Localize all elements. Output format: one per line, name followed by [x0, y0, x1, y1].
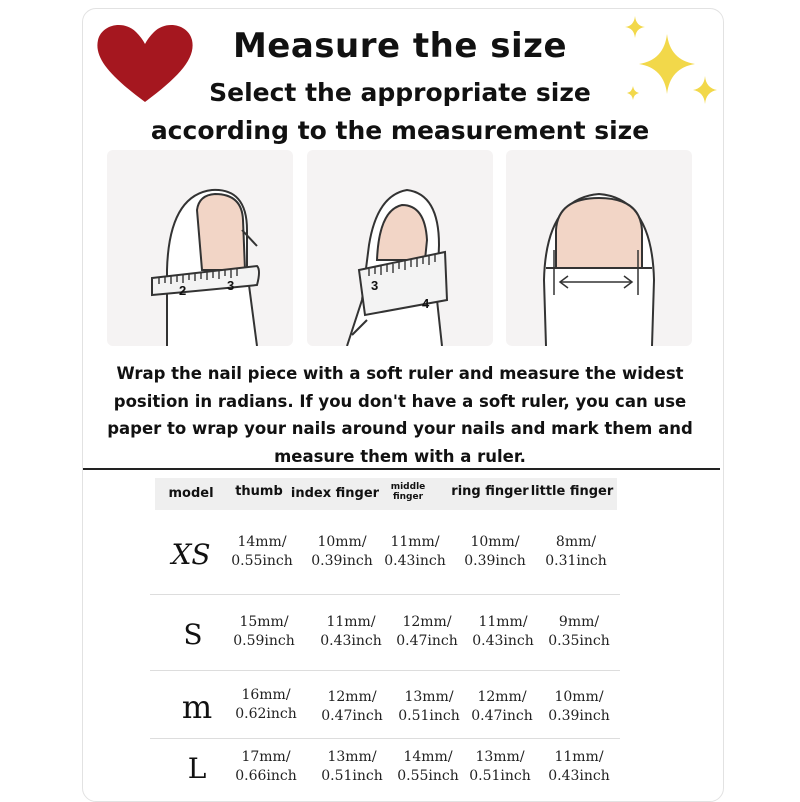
header-middle-line-1: middle — [390, 482, 426, 492]
table-cell: 8mm/ 0.31inch — [545, 534, 607, 569]
instruction-line: paper to wrap your nails around your nails and mark them and — [107, 419, 693, 438]
size-label: m — [181, 688, 213, 726]
subtitle-line-2: according to the measurement size — [150, 116, 650, 145]
table-cell: 11mm/ 0.43inch — [472, 614, 534, 649]
subtitle-line-1: Select the appropriate size — [209, 78, 591, 107]
table-cell: 16mm/ 0.62inch — [235, 687, 297, 722]
table-cell: 12mm/ 0.47inch — [321, 689, 383, 724]
instruction-line: measure them with a ruler. — [274, 446, 526, 466]
size-label: XS — [171, 538, 211, 571]
instruction-line: position in radians. If you don't have a soft ruler, you can use — [113, 391, 687, 411]
header-index-finger: index finger — [290, 486, 380, 501]
table-cell: 11mm/ 0.43inch — [384, 534, 446, 569]
table-cell: 15mm/ 0.59inch — [233, 614, 295, 649]
divider — [83, 468, 720, 470]
table-cell: 13mm/ 0.51inch — [398, 689, 460, 724]
header-ring-finger: ring finger — [451, 484, 529, 499]
table-cell: 11mm/ 0.43inch — [548, 749, 610, 784]
table-cell: 10mm/ 0.39inch — [311, 534, 373, 569]
header-model: model — [168, 486, 214, 501]
size-label: L — [187, 752, 207, 785]
size-label: S — [183, 618, 203, 651]
table-cell: 13mm/ 0.51inch — [469, 749, 531, 784]
illustration-nail-width — [506, 150, 692, 346]
header-middle-finger — [380, 482, 436, 502]
table-cell: 10mm/ 0.39inch — [548, 689, 610, 724]
ruler-number: 4 — [422, 296, 430, 311]
illustration-finger-measure — [307, 150, 493, 346]
instructions — [90, 360, 710, 470]
header-middle-line-2: finger — [392, 492, 424, 502]
instruction-line: Wrap the nail piece with a soft ruler and measure the widest — [116, 364, 684, 383]
header-thumb: thumb — [235, 484, 283, 499]
row-separator — [150, 670, 620, 671]
table-cell: 12mm/ 0.47inch — [396, 614, 458, 649]
ruler-number: 3 — [227, 278, 235, 293]
row-separator — [150, 594, 620, 595]
row-separator — [150, 738, 620, 739]
table-cell: 12mm/ 0.47inch — [471, 689, 533, 724]
page-title: Measure the size — [232, 26, 568, 66]
table-cell: 17mm/ 0.66inch — [235, 749, 297, 784]
ruler-number: 2 — [179, 283, 187, 298]
illustration-thumb-measure — [107, 150, 293, 346]
header-little-finger: little finger — [530, 484, 614, 499]
ruler-number: 3 — [371, 278, 379, 293]
table-cell: 13mm/ 0.51inch — [321, 749, 383, 784]
table-cell: 10mm/ 0.39inch — [464, 534, 526, 569]
table-cell: 9mm/ 0.35inch — [548, 614, 610, 649]
table-cell: 14mm/ 0.55inch — [231, 534, 293, 569]
table-cell: 11mm/ 0.43inch — [320, 614, 382, 649]
table-cell: 14mm/ 0.55inch — [397, 749, 459, 784]
